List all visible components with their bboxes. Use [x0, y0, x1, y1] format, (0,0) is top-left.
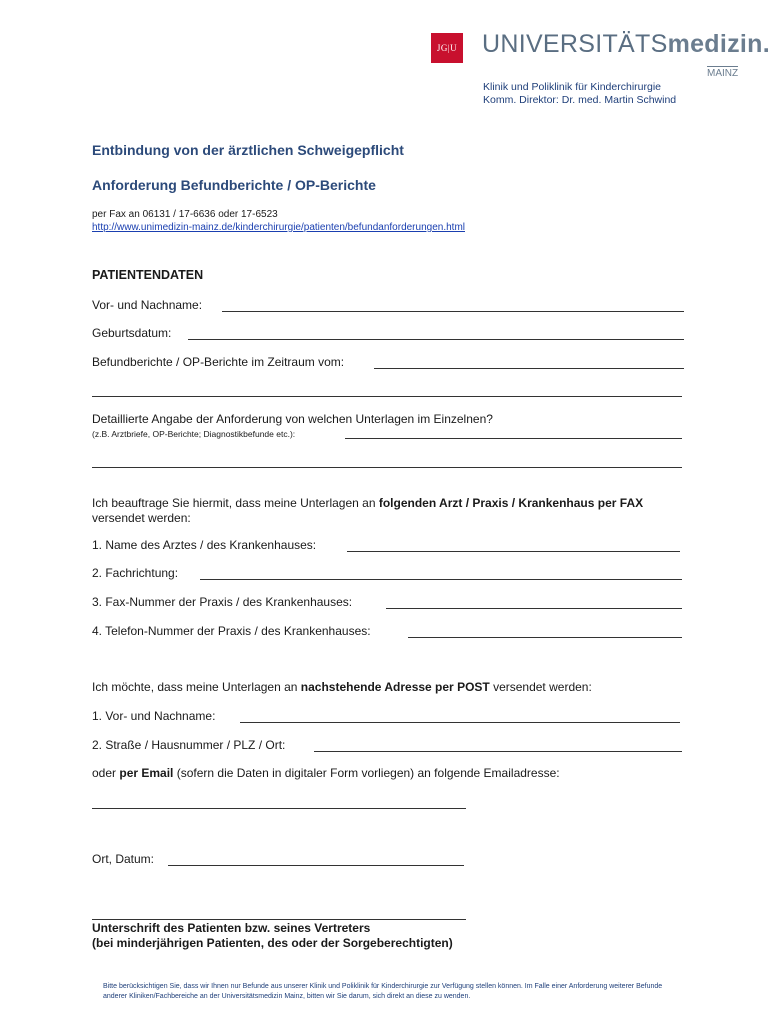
fax-number-field[interactable]: [386, 608, 682, 609]
place-date-field[interactable]: [168, 865, 464, 866]
clinic-name: Klinik und Poliklinik für Kinderchirurgie: [483, 81, 661, 93]
email-intro: [92, 766, 560, 781]
detail-field-continued[interactable]: [92, 467, 682, 468]
signature-caption-line1: Unterschrift des Patienten bzw. seines Vertreters: [92, 921, 371, 935]
phone-number-field[interactable]: [408, 637, 682, 638]
patient-name-label: Vor- und Nachname:: [92, 298, 203, 312]
jgu-logo: [431, 33, 463, 63]
period-field[interactable]: [374, 368, 684, 369]
period-label: Befundberichte / OP-Berichte im Zeitraum vom:: [92, 355, 345, 369]
fax-number-label: 3. Fax-Nummer der Praxis / des Krankenhauses:: [92, 595, 353, 609]
fax-intro-text: Ich beauftrage Sie hiermit, dass meine Unterlagen an: [92, 496, 379, 510]
phone-number-label: 4. Telefon-Nummer der Praxis / des Krankenhauses:: [92, 624, 371, 638]
footer-note: Bitte berücksichtigen Sie, dass wir Ihnen nur Befunde aus unserer Klinik und Poliklinik für Kinderchirurgie zur Verfügung stellen können. Im Falle einer Anforderung weiterer Befunde anderer Kliniken/Fachbereiche an der Universitätsmedizin Mainz, bitten wir Sie darum, sich direkt an diese zu wenden.: [103, 983, 663, 1000]
signature-caption-line2: (bei minderjährigen Patienten, des oder der Sorgeberechtigten): [92, 936, 453, 950]
patient-data-heading: PATIENTENDATEN: [92, 268, 204, 282]
detail-label: Detaillierte Angabe der Anforderung von welchen Unterlagen im Einzelnen?: [92, 412, 493, 426]
logo-text-light: UNIVERSITÄTS: [482, 30, 668, 58]
post-intro: [92, 680, 592, 695]
post-name-field[interactable]: [240, 722, 680, 723]
document-subtitle: Anforderung Befundberichte / OP-Berichte: [92, 177, 376, 193]
doctor-name-field[interactable]: [347, 551, 680, 552]
doctor-name-label: 1. Name des Arztes / des Krankenhauses:: [92, 538, 317, 552]
fax-contact: per Fax an 06131 / 17-6636 oder 17-6523: [92, 209, 278, 220]
university-logo-text: [482, 30, 770, 59]
clinic-info: [483, 81, 676, 107]
period-field-continued[interactable]: [92, 396, 682, 397]
detail-hint: (z.B. Arztbriefe, OP-Berichte; Diagnostikbefunde etc.):: [92, 429, 296, 439]
logo-text-bold: medizin.: [667, 30, 770, 58]
dob-field[interactable]: [188, 339, 684, 340]
email-intro-text: oder: [92, 766, 120, 780]
document-title: Entbindung von der ärztlichen Schweigepflicht: [92, 142, 404, 158]
post-intro-emphasis: nachstehende Adresse per POST: [300, 680, 490, 694]
fax-intro: [92, 496, 692, 526]
post-intro-end: versendet werden:: [489, 680, 592, 694]
signature-caption: [92, 921, 453, 951]
patient-name-field[interactable]: [222, 311, 684, 312]
post-address-field[interactable]: [314, 751, 682, 752]
email-intro-emphasis: per Email: [119, 766, 174, 780]
fax-intro-emphasis: folgenden Arzt / Praxis / Krankenhaus per FAX: [378, 496, 644, 510]
dob-label: Geburtsdatum:: [92, 326, 172, 340]
fax-intro-end: versendet werden:: [92, 511, 191, 525]
logo-mark: JG|U: [436, 43, 458, 53]
post-intro-text: Ich möchte, dass meine Unterlagen an: [92, 680, 301, 694]
place-date-label: Ort, Datum:: [92, 852, 155, 866]
clinic-director: Komm. Direktor: Dr. med. Martin Schwind: [483, 94, 677, 106]
email-field[interactable]: [92, 808, 466, 809]
detail-field[interactable]: [345, 438, 682, 439]
post-name-label: 1. Vor- und Nachname:: [92, 709, 216, 723]
post-address-label: 2. Straße / Hausnummer / PLZ / Ort:: [92, 738, 286, 752]
specialty-label: 2. Fachrichtung:: [92, 566, 179, 580]
logo-subtitle: MAINZ: [707, 68, 739, 79]
email-intro-end: (sofern die Daten in digitaler Form vorliegen) an folgende Emailadresse:: [173, 766, 560, 780]
signature-field[interactable]: [92, 919, 466, 920]
info-link[interactable]: http://www.unimedizin-mainz.de/kinderchirurgie/patienten/befundanforderungen.html: [92, 222, 465, 233]
specialty-field[interactable]: [200, 579, 682, 580]
